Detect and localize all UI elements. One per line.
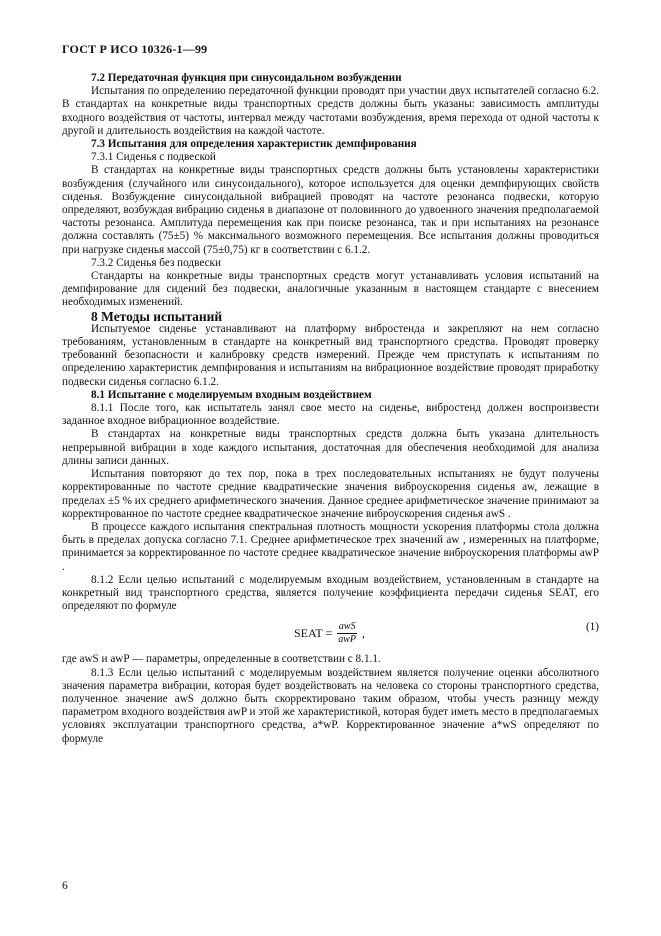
paragraph-7-2: Испытания по определению передаточной функции проводят при участии двух испытателей согласно 6.2. В стандартах на конкретные виды транспортных средств должны быть указаны: зависимость амплитуды входного воздействия от частоты, интервал между частотами возбуждения, время перехода от одной частоты к другой и длительность воздействия на каждой частоте. <box>62 85 599 137</box>
document-body <box>62 72 599 746</box>
formula-numerator: awS <box>338 621 356 633</box>
paragraph-8-1-1-c: Испытания повторяют до тех пор, пока в трех последовательных испытаниях не будут получены корректированные по частоте средние квадратические значения виброускорения сиденья aw, лежащие в пределах ±5 % их среднего арифметического значения. Данное среднее арифметическое значение принимают за корректированное по частоте среднее квадратическое значение виброускорения сиденья awS . <box>62 468 599 520</box>
formula-lhs: SEAT = <box>294 626 333 641</box>
formula-expression <box>294 621 365 646</box>
section-heading-8-1: 8.1 Испытание с моделируемым входным воздействием <box>91 388 372 401</box>
page-number: 6 <box>62 880 68 892</box>
paragraph-7-3-2: Стандарты на конкретные виды транспортных средств могут устанавливать условия испытаний на демпфирование для сидений без подвески, аналогичные указанным в настоящем стандарте с внесением необходимых изменений. <box>62 270 599 309</box>
section-heading-8: 8 Методы испытаний <box>91 308 223 324</box>
formula-number: (1) <box>585 621 599 634</box>
paragraph-8-1-1-b: В стандартах на конкретные виды транспортных средств должна быть указана длительность непрерывной вибрации в ходе каждого испытания, достаточная для обеспечения необходимой для анализа длины записи данных. <box>62 428 599 467</box>
paragraph-8-1-2: 8.1.2 Если целью испытаний с моделируемым входным воздействием, установленным в стандарте на конкретный вид транспортного средства, является получение коэффициента передачи сиденья SEAT, его определяют по формуле <box>62 573 599 613</box>
subheading-7-3-1: 7.3.1 Сиденья с подвеской <box>91 151 216 164</box>
paragraph-8-1-3: 8.1.3 Если целью испытаний с моделируемым воздействием является получение оценки абсолютного значения параметра вибрации, которая будет воздействовать на человека со стороны транспортного средства, полученное значение awS должно быть скорректировано таким образом, чтобы учесть разницу между параметром входного воздействия awP и этой же характеристикой, которая будет иметь место в предполагаемых условиях эксплуатации транспортного средства, a*wP. Корректированное значение a*wS определяют по формуле <box>62 666 599 745</box>
paragraph-7-3-1: В стандартах на конкретные виды транспортных средств должны быть установлены характеристики возбуждения (случайного или синусоидального), которое используется для оценки демпфирующих свойств сиденья. Возбуждение синусоидальной вибрацией проводят на частоте резонанса подвески, которую определяют, возбуждая вибрацию сиденья в диапазоне от половинного до удвоенного значения предполагаемой частоты резонанса. Амплитуда перемещения как при поиске резонанса, так и при испытаниях на резонансе должна составлять (75±5) % максимального возможного перемещения. Все испытания должны проводиться при нагрузке сиденья массой (75±0,75) кг в соответствии с 6.1.2. <box>62 164 599 256</box>
section-heading-7-3: 7.3 Испытания для определения характеристик демпфирования <box>91 138 417 151</box>
formula-tail: , <box>362 626 366 641</box>
paragraph-8-1-1-d: В процессе каждого испытания спектральная плотность мощности ускорения платформы стола должна быть в пределах допуска согласно 7.1. Среднее арифметическое трех значений aw , измеренных на платформе, принимается за корректированное по частоте среднее квадратическое значение виброускорения платформы awP . <box>62 520 599 573</box>
formula-denominator: awP <box>338 634 357 646</box>
paragraph-where: где awS и awP — параметры, определенные в соответствии с 8.1.1. <box>62 653 381 666</box>
formula-fraction <box>336 621 358 646</box>
section-heading-7-2: 7.2 Передаточная функция при синусоидальном возбуждении <box>91 72 402 84</box>
formula-1 <box>62 617 599 651</box>
paragraph-8-1-1: 8.1.1 После того, как испытатель занял свое место на сиденье, вибростенд должен воспроизвести заданное входное вибрационное воздействие. <box>62 402 599 428</box>
paragraph-8-intro: Испытуемое сиденье устанавливают на платформу вибростенда и закрепляют на нем согласно требованиям, установленным в стандарте на конкретный вид транспортного средства. Проводят проверку требований безопасности и калибровку средств измерений. Прежде чем приступать к испытаниям по определению характеристик демпфирования и испытаниям на вибрационное воздействие проводят приработку подвески сиденья согласно 6.1.2. <box>62 322 599 388</box>
document-header: ГОСТ Р ИСО 10326-1—99 <box>62 42 208 56</box>
subheading-7-3-2: 7.3.2 Сиденья без подвески <box>91 256 221 269</box>
